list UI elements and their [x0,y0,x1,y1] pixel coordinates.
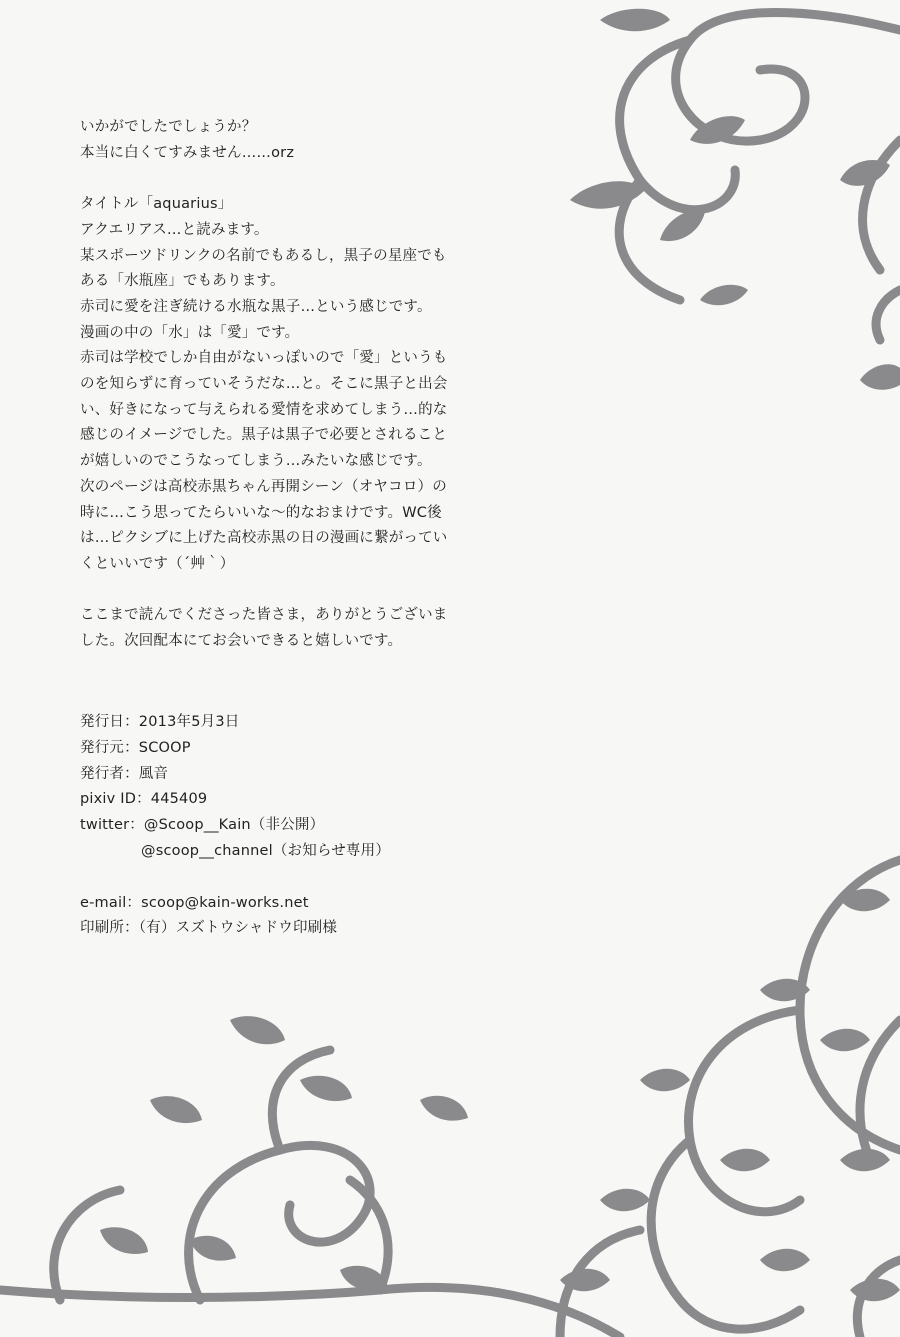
afterword-line: いかがでしたでしょうか？ [80,119,257,135]
colophon [80,710,420,942]
pixiv-id: pixiv ID：445409 [80,791,208,808]
afterword-line: が嬉しいのでこうなってしまう…みたいな感じです。 [80,453,432,470]
twitter-info: @scoop__channel（お知らせ専用） [141,842,391,859]
afterword-line: い、好きになって与えられる愛情を求めてしまう…的な [80,401,448,418]
publisher: 発行元：SCOOP [80,739,191,756]
afterword [80,115,460,655]
afterword-line: 赤司に愛を注ぎ続ける水瓶な黒子…という感じです。 [80,298,432,315]
email: e-mail：scoop@kain-works.net [80,894,309,911]
afterword-line: は…ピクシブに上げた高校赤黒の日の漫画に繋がってい [80,530,448,547]
afterword-line: 次のページは高校赤黒ちゃん再開シーン（オヤコロ）の [80,478,447,495]
afterword-line: 某スポーツドリンクの名前でもあるし，黒子の星座でも [80,247,447,264]
afterword-line: 感じのイメージでした。黒子は黒子で必要とされること [80,427,448,444]
afterword-line: 本当に白くてすみません……orz [80,144,295,161]
twitter-main: twitter：@Scoop__Kain（非公開） [80,817,325,834]
afterword-line: のを知らずに育っていそうだな…と。そこに黒子と出会 [80,376,448,393]
issue-date: 発行日：2013年5月3日 [80,714,240,730]
afterword-line: 時に…こう思ってたらいいな～的なおまけです。WC後 [80,504,442,521]
afterword-line: 赤司は学校でしか自由がないっぽいので「愛」というも [80,350,448,367]
afterword-line: した。次回配本にてお会いできると嬉しいです。 [80,633,403,650]
afterword-line: ここまで読んでくださった皆さま，ありがとうございま [80,607,448,624]
afterword-line: アクエリアス…と読みます。 [80,221,269,238]
printer: 印刷所：（有）スズトウシャドウ印刷様 [80,920,338,937]
author: 発行者：風音 [80,765,169,782]
afterword-line: くといいです（´艸｀） [80,555,235,572]
afterword-line: ある「水瓶座」でもあります。 [80,273,285,290]
afterword-line: タイトル「aquarius」 [80,196,233,213]
afterword-line: 漫画の中の「水」は「愛」です。 [80,324,300,341]
